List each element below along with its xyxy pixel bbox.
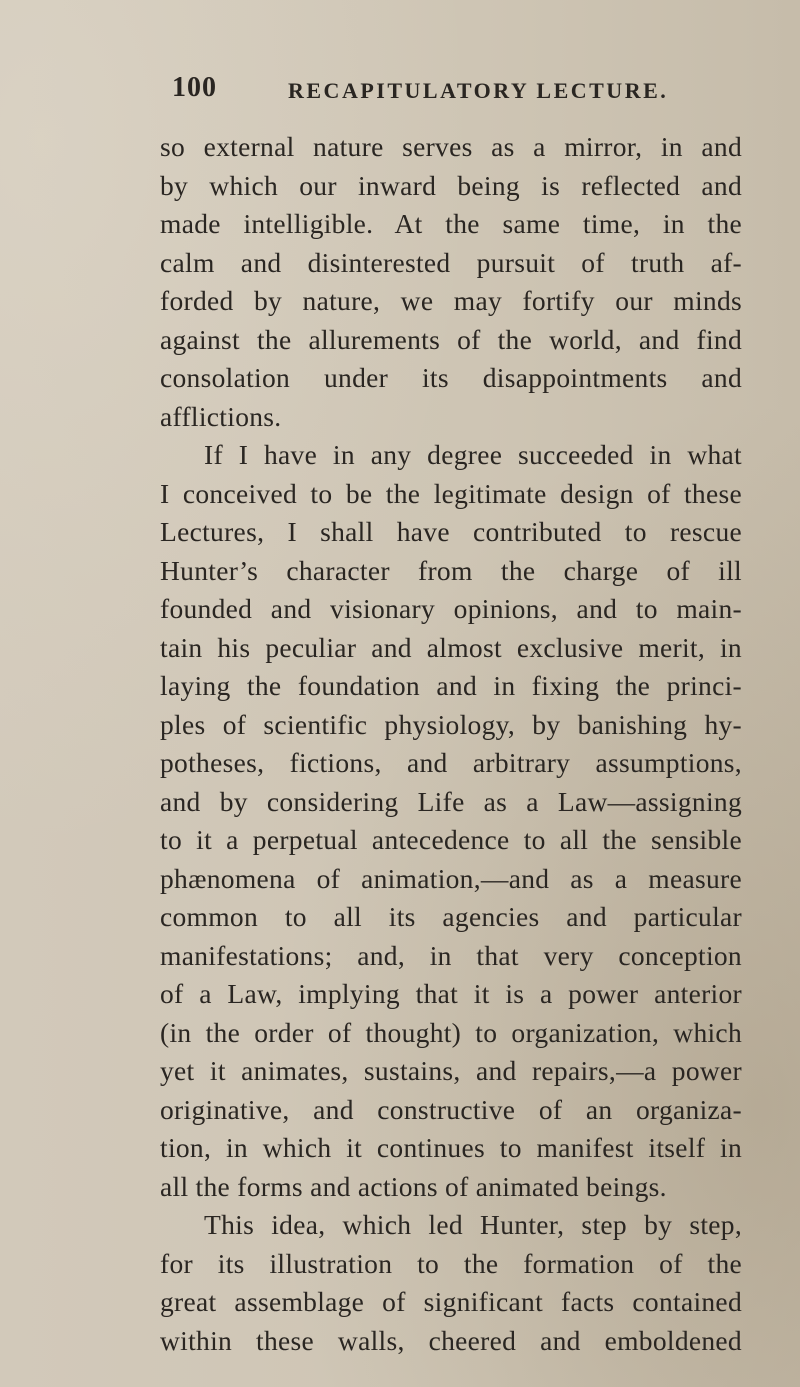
paragraph-start-line: This idea, which led Hunter, step by step, bbox=[204, 1209, 742, 1240]
text-line: and by considering Life as a Law—assigning bbox=[160, 785, 742, 817]
text-line: by which our inward being is reflected and bbox=[160, 169, 742, 201]
text-line: for its illustration to the formation of the bbox=[160, 1247, 742, 1279]
text-line: potheses, fictions, and arbitrary assumptions, bbox=[160, 747, 742, 778]
text-line: great assemblage of significant facts contained bbox=[160, 1286, 742, 1317]
text-line: founded and visionary opinions, and to main- bbox=[160, 593, 742, 624]
paragraph-start-line: If I have in any degree succeeded in what bbox=[204, 439, 742, 470]
text-line: common to all its agencies and particular bbox=[160, 901, 742, 932]
text-line: forded by nature, we may fortify our minds bbox=[160, 285, 742, 316]
text-line: phænomena of animation,—and as a measure bbox=[160, 862, 742, 894]
text-line: consolation under its disappointments and bbox=[160, 362, 742, 393]
text-line: of a Law, implying that it is a power anterior bbox=[160, 978, 742, 1009]
text-line: tain his peculiar and almost exclusive merit, in bbox=[160, 631, 742, 663]
text-line: ples of scientific physiology, by banishing hy- bbox=[160, 708, 742, 740]
body-text bbox=[160, 128, 742, 1360]
text-line: (in the order of thought) to organization, which bbox=[160, 1016, 742, 1048]
text-line: laying the foundation and in fixing the princi- bbox=[160, 670, 742, 701]
text-line: Hunter’s character from the charge of ill bbox=[160, 554, 742, 586]
text-line: originative, and constructive of an organiza- bbox=[160, 1093, 742, 1125]
text-line: yet it animates, sustains, and repairs,—a power bbox=[160, 1055, 742, 1086]
text-line: manifestations; and, in that very conception bbox=[160, 939, 742, 971]
text-line: within these walls, cheered and emboldened bbox=[160, 1324, 742, 1356]
page-number: 100 bbox=[172, 72, 217, 103]
text-line: against the allurements of the world, and find bbox=[160, 323, 742, 355]
text-line: so external nature serves as a mirror, in and bbox=[160, 131, 742, 162]
text-line: tion, in which it continues to manifest itself in bbox=[160, 1132, 742, 1163]
text-line: to it a perpetual antecedence to all the sensible bbox=[160, 824, 742, 855]
text-line: I conceived to be the legitimate design of these bbox=[160, 477, 742, 509]
text-line: afflictions. bbox=[160, 400, 282, 432]
text-line: all the forms and actions of animated beings. bbox=[160, 1170, 667, 1202]
running-head bbox=[172, 72, 732, 112]
text-line: calm and disinterested pursuit of truth af- bbox=[160, 246, 742, 278]
running-title: RECAPITULATORY LECTURE. bbox=[288, 78, 669, 103]
text-line: Lectures, I shall have contributed to rescue bbox=[160, 516, 742, 547]
text-line: made intelligible. At the same time, in the bbox=[160, 208, 742, 239]
